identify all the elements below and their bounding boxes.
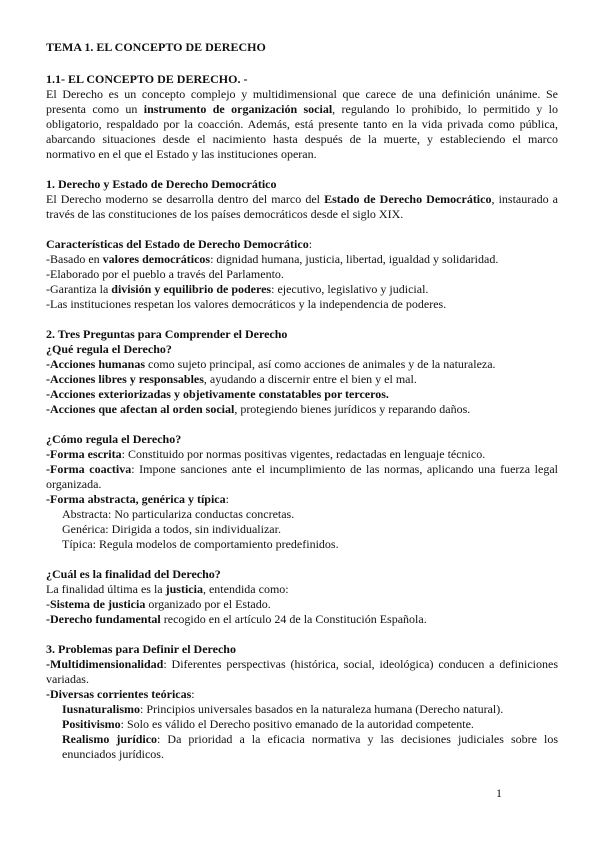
list-item: -Acciones libres y responsables, ayudando a discernir entre el bien y el mal. — [46, 372, 417, 386]
list-item: -Forma coactiva: Impone sanciones ante el incumplimiento de las normas, aplicando una fuerza legal organizada. — [46, 462, 558, 491]
section-1-heading: 1. Derecho y Estado de Derecho Democrático — [46, 177, 277, 191]
question-2-heading: ¿Cómo regula el Derecho? — [46, 432, 182, 446]
sub-item: Iusnaturalismo: Principios universales basados en la naturaleza humana (Derecho natural). — [62, 702, 504, 716]
question-3-intro: La finalidad última es la justicia, entendida como: — [46, 582, 289, 596]
characteristics-heading: Características del Estado de Derecho Democrático: — [46, 237, 313, 251]
list-item: -Multidimensionalidad: Diferentes perspectivas (histórica, social, ideológica) conducen a definiciones variadas. — [46, 657, 558, 686]
list-item: -Acciones exteriorizadas y objetivamente constatables por terceros. — [46, 387, 389, 401]
section-1-1-heading: 1.1- EL CONCEPTO DE DERECHO. - — [46, 72, 248, 86]
list-item: -Sistema de justicia organizado por el Estado. — [46, 597, 271, 611]
sub-item: Genérica: Dirigida a todos, sin individualizar. — [62, 522, 281, 536]
sub-item: Abstracta: No particulariza conductas concretas. — [62, 507, 295, 521]
list-item: -Derecho fundamental recogido en el artículo 24 de la Constitución Española. — [46, 612, 427, 626]
list-item: -Las instituciones respetan los valores democráticos y la independencia de poderes. — [46, 297, 447, 311]
list-item: -Basado en valores democráticos: dignidad humana, justicia, libertad, igualdad y solidaridad. — [46, 252, 499, 266]
sub-item: Positivismo: Solo es válido el Derecho positivo emanado de la autoridad competente. — [62, 717, 474, 731]
list-item: -Garantiza la división y equilibrio de poderes: ejecutivo, legislativo y judicial. — [46, 282, 429, 296]
question-1-heading: ¿Qué regula el Derecho? — [46, 342, 172, 356]
section-1-paragraph: El Derecho moderno se desarrolla dentro del marco del Estado de Derecho Democrático, instaurado a través de las constituciones de los países democráticos desde el siglo XIX. — [46, 192, 558, 221]
section-3-heading: 3. Problemas para Definir el Derecho — [46, 642, 236, 656]
section-1-1-paragraph: El Derecho es un concepto complejo y multidimensional que carece de una definición unánime. Se presenta como un instrumento de organización social, regulando lo prohibido, lo permitido y lo obligatorio, respaldado por la coacción. Además, está presente tanto en la vida privada como pública, abarcando situaciones desde el nacimiento hasta después de la muerte, y estableciendo el marco normativo en el que el Estado y las instituciones operan. — [46, 87, 559, 161]
document-page — [46, 40, 558, 762]
section-2-heading: 2. Tres Preguntas para Comprender el Derecho — [46, 327, 288, 341]
list-item: -Elaborado por el pueblo a través del Parlamento. — [46, 267, 284, 281]
sub-item: Típica: Regula modelos de comportamiento predefinidos. — [62, 537, 339, 551]
page-number: 1 — [496, 786, 502, 800]
list-item: -Acciones humanas como sujeto principal, así como acciones de animales y de la naturaleza. — [46, 357, 496, 371]
question-3-heading: ¿Cuál es la finalidad del Derecho? — [46, 567, 221, 581]
list-item: -Forma escrita: Constituido por normas positivas vigentes, redactadas en lenguaje técnico. — [46, 447, 486, 461]
sub-item: Realismo jurídico: Da prioridad a la eficacia normativa y las decisiones judiciales sobre los enunciados jurídicos. — [62, 732, 558, 761]
document-title: TEMA 1. EL CONCEPTO DE DERECHO — [46, 40, 266, 54]
list-item: -Acciones que afectan al orden social, protegiendo bienes jurídicos y reparando daños. — [46, 402, 471, 416]
list-item: -Diversas corrientes teóricas: — [46, 687, 195, 701]
list-item: -Forma abstracta, genérica y típica: — [46, 492, 229, 506]
